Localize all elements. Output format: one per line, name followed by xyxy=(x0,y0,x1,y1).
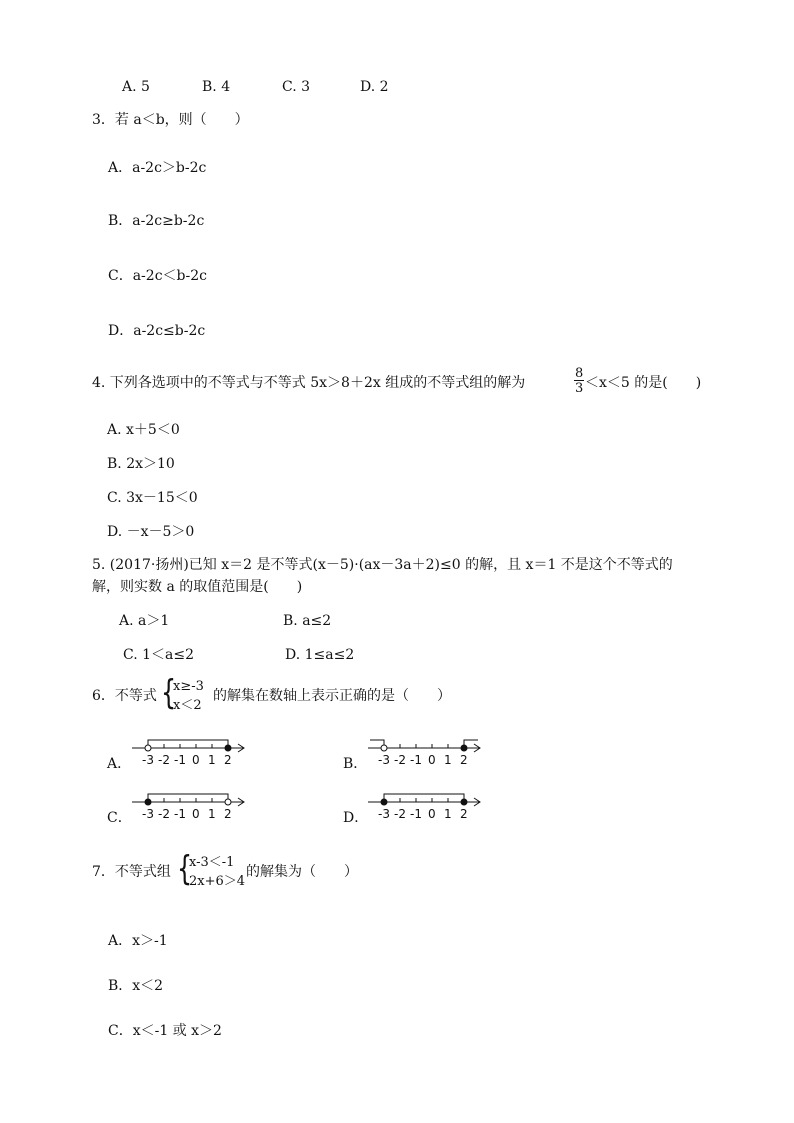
q2-option-d: D. 2 xyxy=(360,79,389,95)
tick-label: -2 xyxy=(394,753,406,767)
tick-label: 0 xyxy=(428,807,436,821)
tick-label: -1 xyxy=(410,807,422,821)
ticks xyxy=(148,798,228,802)
solution-bracket xyxy=(148,794,228,802)
q6-brace: { xyxy=(161,673,177,713)
tick-label: -1 xyxy=(410,753,422,767)
tick-label: 0 xyxy=(192,807,200,821)
tick-label: -3 xyxy=(142,753,154,767)
q3-option-d: D．a-2c≤b-2c xyxy=(108,323,206,339)
tick-label: 2 xyxy=(460,807,468,821)
q7-system-line-1: x-3＜-1 xyxy=(189,855,235,870)
q5-option-a: A. a＞1 xyxy=(119,613,170,629)
tick-label: 0 xyxy=(192,753,200,767)
q3-option-c: C．a-2c＜b-2c xyxy=(108,268,207,284)
q4-stem-after: ＜x＜5 的是( ) xyxy=(585,375,702,391)
ticks xyxy=(384,744,464,748)
closed-circle-minus-3 xyxy=(381,799,387,805)
tick-labels xyxy=(378,807,468,821)
q5-line-1: 5. (2017·扬州)已知 x＝2 是不等式(x－5)·(ax－3a＋2)≤0 的解，且 x＝1 不是这个不等式的 xyxy=(92,557,673,573)
q5-option-b: B. a≤2 xyxy=(283,613,332,629)
q4-option-c: C. 3x－15＜0 xyxy=(107,490,198,506)
q5-option-c: C. 1＜a≤2 xyxy=(123,647,195,663)
solution-bracket xyxy=(148,740,228,748)
q2-option-c: C. 3 xyxy=(282,79,311,95)
tick-label: -2 xyxy=(158,753,170,767)
tick-label: 2 xyxy=(224,753,232,767)
q7-option-b: B．x＜2 xyxy=(108,978,164,994)
q6-system-line-2: x＜2 xyxy=(173,698,202,713)
q5-line-2: 解，则实数 a 的取值范围是( ) xyxy=(92,579,303,595)
tick-label: -1 xyxy=(174,807,186,821)
q7-system-line-2: 2x+6＞4 xyxy=(189,874,246,889)
tick-labels xyxy=(142,807,232,821)
tick-label: -2 xyxy=(394,807,406,821)
q6-prefix: 6．不等式 xyxy=(92,688,157,704)
q4-option-d: D. －x－5＞0 xyxy=(107,524,195,540)
q6-number-line-c xyxy=(132,790,252,822)
q6-option-d-label: D． xyxy=(343,810,369,826)
q7-brace: { xyxy=(177,849,193,889)
q4-fraction-denominator: 3 xyxy=(575,381,584,396)
tick-label: 1 xyxy=(444,753,452,767)
q7-suffix: 的解集为（ ） xyxy=(246,864,358,880)
ticks xyxy=(384,798,464,802)
q6-number-line-a xyxy=(132,736,252,768)
q6-number-line-b xyxy=(368,736,488,768)
tick-label: -3 xyxy=(378,753,390,767)
q5-option-d: D. 1≤a≤2 xyxy=(285,647,355,663)
open-circle-minus-3 xyxy=(145,745,151,751)
open-circle-minus-3 xyxy=(381,745,387,751)
closed-circle-minus-3 xyxy=(145,799,151,805)
tick-label: 1 xyxy=(208,807,216,821)
q6-option-a-label: A． xyxy=(107,756,132,772)
closed-circle-2 xyxy=(461,799,467,805)
q6-suffix: 的解集在数轴上表示正确的是（ ） xyxy=(213,688,451,704)
q6-number-line-d xyxy=(368,790,488,822)
q6-option-c-label: C． xyxy=(107,810,132,826)
q4-fraction xyxy=(574,367,584,395)
tick-label: 0 xyxy=(428,753,436,767)
q6-option-b-label: B． xyxy=(343,756,368,772)
q3-option-b: B．a-2c≥b-2c xyxy=(108,213,205,229)
tick-labels xyxy=(142,753,232,767)
tick-label: 1 xyxy=(208,753,216,767)
q4-option-a: A. x＋5＜0 xyxy=(107,422,180,438)
tick-label: 2 xyxy=(224,807,232,821)
q2-option-a: A. 5 xyxy=(122,79,150,95)
q7-option-c: C．x＜-1 或 x＞2 xyxy=(108,1023,222,1039)
q6-system-line-1: x≥-3 xyxy=(173,679,204,694)
closed-circle-2 xyxy=(225,745,231,751)
q4-option-b: B. 2x＞10 xyxy=(107,456,175,472)
q7-prefix: 7．不等式组 xyxy=(92,864,171,880)
solution-bracket xyxy=(384,794,464,802)
tick-label: 1 xyxy=(444,807,452,821)
q7-option-a: A．x＞-1 xyxy=(108,933,168,949)
q4-fraction-numerator: 8 xyxy=(575,366,584,381)
q3-option-a: A．a-2c＞b-2c xyxy=(108,160,207,176)
q3-stem: 3．若 a＜b，则（ ） xyxy=(92,112,249,128)
ticks xyxy=(148,744,228,748)
tick-labels xyxy=(378,753,468,767)
open-circle-2 xyxy=(225,799,231,805)
tick-label: -3 xyxy=(378,807,390,821)
tick-label: -3 xyxy=(142,807,154,821)
tick-label: 2 xyxy=(460,753,468,767)
q2-option-b: B. 4 xyxy=(202,79,231,95)
tick-label: -2 xyxy=(158,807,170,821)
closed-circle-2 xyxy=(461,745,467,751)
tick-label: -1 xyxy=(174,753,186,767)
q4-stem-before: 4. 下列各选项中的不等式与不等式 5x＞8＋2x 组成的不等式组的解为 xyxy=(92,375,526,391)
